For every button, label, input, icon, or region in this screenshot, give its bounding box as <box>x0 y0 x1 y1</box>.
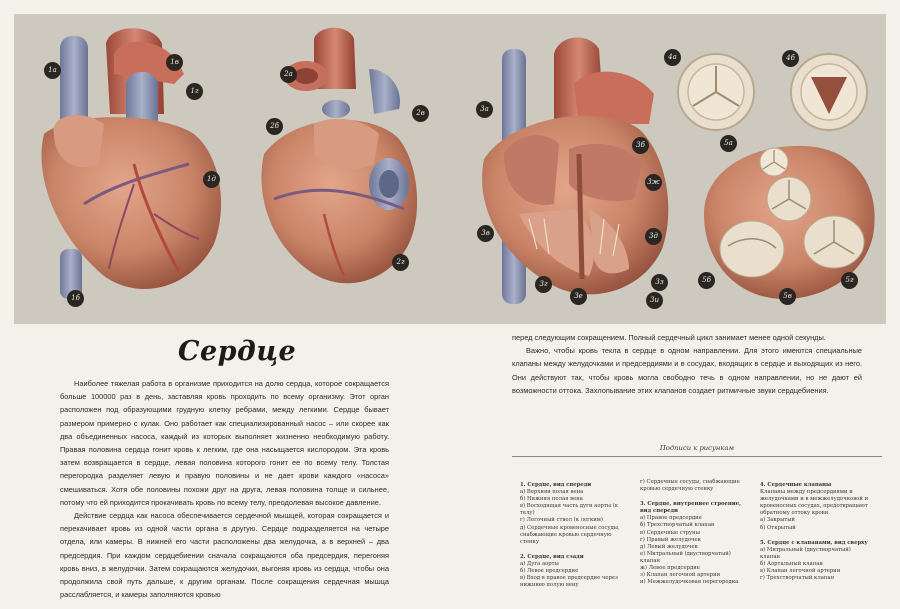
illustration-plate <box>14 14 886 324</box>
figure-label: 4а <box>664 49 681 66</box>
caption-gap <box>760 532 870 537</box>
caption-item: а) Дуга аорты <box>520 560 559 567</box>
caption-columns <box>512 479 882 589</box>
caption-item: г) Правый желудочек <box>640 536 701 543</box>
figure-label: 3д <box>645 228 662 245</box>
figure-captions <box>512 444 882 604</box>
figure-label: 5в <box>779 288 796 305</box>
figure-label: 4б <box>782 50 799 67</box>
paragraph: Важно, чтобы кровь текла в сердце в одном направлении. Для этого имеются специальные клапаны между желудочками и предсердиями и в сосудах, входящих в сердце и выходящих из него. Они действуют так, чтобы кровь могла свободно течь в одном направлении, но не дают ей возможности оттока. Захлопывание этих клапанов создает ритмичные звуки сердцебиения. <box>512 346 862 395</box>
figure-label: 3з <box>651 274 668 291</box>
caption-item: б) Аортальный клапан <box>760 560 823 567</box>
figure-label: 2а <box>280 66 297 83</box>
caption-title: 4. Сердечные клапаны <box>760 482 832 488</box>
figure-label: 3г <box>535 276 552 293</box>
caption-item: г) Легочный ствол (к легким) <box>520 517 603 524</box>
figure-label: 3и <box>646 292 663 309</box>
figure-label: 1г <box>186 83 203 100</box>
paragraph: Действие сердца как насоса обеспечивается сердечной мышцей, которая сокращается и перекачивает кровь из одной части органа в другую. Сердце подразделяется на четыре отдела, или камеры. В нижней его части расположены два желудочка, а в верхней – два предсердия. При каждом сердцебиении сначала сокращаются оба предсердия, перегоняя кровь вниз, в желудочки. Затем сокращаются желудочки, выгоняя кровь из сердца, чтобы она продолжила свой путь дальше, к другим органам. После сокращения сердечная мышца расслабляется, и камеры заполняются кровью <box>60 511 389 600</box>
figure-label: 1а <box>44 62 61 79</box>
figure-label: 1б <box>67 290 84 307</box>
caption-item: е) Митральный (двустворчатый) клапан <box>640 550 731 564</box>
captions-heading: Подписи к рисункам <box>512 444 882 457</box>
figure-label: 3а <box>476 101 493 118</box>
heart-front-figure <box>42 28 222 299</box>
valve-closed-figure <box>678 54 754 130</box>
figure-label: 2г <box>392 254 409 271</box>
figure-label: 5а <box>720 135 737 152</box>
caption-item: а) Правое предсердие <box>640 515 702 522</box>
caption-title: 5. Сердце с клапанами, вид сверху <box>760 539 868 546</box>
caption-item: б) Открытый <box>760 524 796 531</box>
caption-item: б) Нижняя полая вена <box>520 496 583 503</box>
caption-item: и) Межжелудочковая перегородка <box>640 579 739 586</box>
caption-item: ж) Левое предсердие <box>640 565 700 572</box>
figure-label: 2б <box>266 118 283 135</box>
caption-item: д) Сердечные кровеносные сосуды, снабжающие кровью сердечную стенку <box>520 524 620 545</box>
heart-section-figure <box>482 38 668 304</box>
right-text-column <box>512 331 862 397</box>
caption-gap <box>520 546 630 551</box>
caption-item: Клапаны между предсердиями и желудочками и в межжелудочковой и кровеносных сосудах, предотвращают обратному оттоку крови. <box>760 489 869 517</box>
caption-item: а) Закрытый <box>760 517 795 524</box>
caption-item: в) Восходящая часть дуги аорты (к телу) <box>520 503 619 517</box>
caption-item: г) Трехстворчатый клапан <box>760 575 835 582</box>
caption-title: 2. Сердце, вид сзади <box>520 553 584 560</box>
caption-item: в) Сердечные струны <box>640 529 700 536</box>
caption-title: 3. Сердце, внутреннее строение, вид спереди <box>640 501 741 515</box>
caption-column <box>640 479 750 589</box>
caption-column <box>760 479 870 589</box>
caption-item: б) Трехстворчатый клапан <box>640 522 715 529</box>
left-text-column <box>60 377 389 601</box>
caption-item: в) Вход в правое предсердие через нижнюю полую вену <box>520 575 618 589</box>
figure-label: 5б <box>698 272 715 289</box>
caption-item: г) Сердечные сосуды, снабжающие кровью сердечную стенку <box>640 479 740 493</box>
figure-label: 3б <box>632 137 649 154</box>
paragraph: перед следующим сокращением. Полный сердечный цикл занимает менее одной секунды. <box>512 333 826 342</box>
figure-label: 1д <box>203 171 220 188</box>
caption-title: 1. Сердце, вид спереди <box>520 482 592 488</box>
figure-label: 5г <box>841 272 858 289</box>
figure-label: 2в <box>412 105 429 122</box>
caption-item: в) Клапан легочной артерии <box>760 568 841 575</box>
caption-item: а) Верхняя полая вена <box>520 489 584 496</box>
figure-label: 3е <box>570 288 587 305</box>
heart-illustrations <box>14 14 886 324</box>
caption-column <box>520 479 630 589</box>
caption-item: д) Левый желудочек <box>640 543 698 550</box>
caption-gap <box>640 493 750 498</box>
figure-label: 1в <box>166 54 183 71</box>
page-title: Сердце <box>178 336 297 367</box>
figure-label: 3ж <box>645 174 662 191</box>
caption-item: з) Клапан легочной артерии <box>640 572 721 579</box>
caption-item: б) Левое предсердие <box>520 568 579 575</box>
paragraph: Наиболее тяжелая работа в организме приходится на долю сердца, которое сокращается больше 100000 раз в день, заставляя кровь проходить по всему организму. Этот орган расположен под образующими грудную клетку ребрами, между легкими. Сердце бывает размером примерно с кулак. Оно работает как специализированный насос – или скорее как два объединенных насоса, каждый из которых выполняет жизненно необходимую работу. Правая половина сердца гонит кровь к легким, где она насыщается кислородом. Эта кровь затем возвращается в сердце, левая половина которого гонит ее по всему телу. Толстая перегородка разделяет левую и правую половины и не дает крови каждого «насоса» смешиваться. Хотя обе половины похожи друг на друга, левая половина толще и сильнее, потому что ей приходится прокачивать кровь по всему телу, преодолевая высокое давление. <box>60 379 389 507</box>
figure-label: 3в <box>477 225 494 242</box>
valve-open-figure <box>791 54 867 130</box>
caption-item: а) Митральный (двустворчатый) клапан <box>760 546 851 560</box>
